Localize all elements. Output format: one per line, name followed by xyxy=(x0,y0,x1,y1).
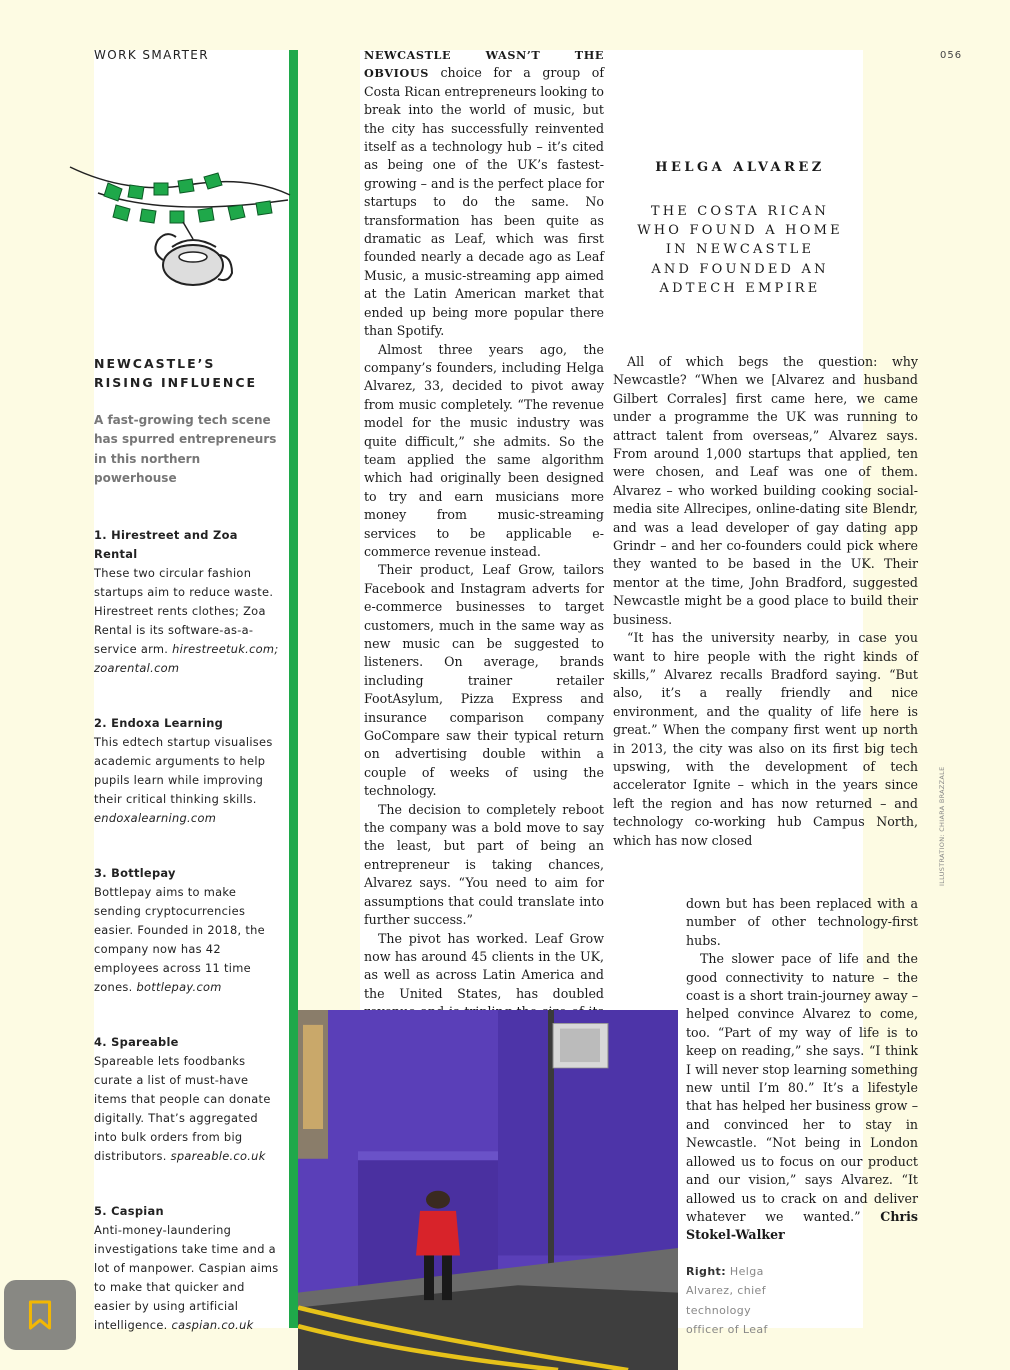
item-name: 1. Hirestreet and Zoa Rental xyxy=(94,528,238,562)
photo-caption xyxy=(686,1262,776,1339)
item-name: 4. Spareable xyxy=(94,1035,179,1050)
article-paragraph: All of which begs the question: why Newcastle? “When we [Alvarez and husband Gilbert Corrales] first came here, we came under a programme the UK was running to attract talent from overseas,” Alvarez says. From around 1,000 startups that applied, ten were chosen, and Leaf was one of them. Alvarez – who worked building cooking social-media site Allrecipes, online-dating site Blendr, and was a lead developer of gay dating app Grindr – and her co-founders could pick where they wanted to be based in the UK. Their mentor at the time, John Bradford, suggested Newcastle might be a good place to build their business. xyxy=(613,354,918,627)
article-paragraph xyxy=(364,46,604,341)
article-column-2-continued xyxy=(686,895,918,1245)
pull-quote-text: THE COSTA RICAN WHO FOUND A HOME IN NEWCASTLE AND FOUNDED AN ADTECH EMPIRE xyxy=(637,204,843,296)
section-label: WORK SMARTER xyxy=(94,48,210,62)
article-paragraph: “It has the university nearby, in case you want to hire people with the right kinds of skills,” Alvarez recalls Bradford saying. “But also, it’s a really friendly and nice environment, and the quality of life here is great.” When the company first went up north in 2013, the city was also on its first big tech upswing, with the development of tech accelerator Ignite – which in the years since left the region and has now returned – and technology co-working hub Campus North, which has now closed xyxy=(613,630,918,848)
item-text: Bottlepay aims to make sending cryptocurrencies easier. Founded in 2018, the company now has 42 employees across 11 time zones. xyxy=(94,885,265,995)
credit-text: ILLUSTRATION: CHIARA BRAZZALE xyxy=(938,766,946,886)
item-url[interactable]: hirestreetuk.com; zoarental.com xyxy=(94,642,279,676)
kettle-icon xyxy=(155,222,232,285)
article-paragraph: The pivot has worked. Leaf Grow now has around 45 clients in the UK, as well as across Latin America and the United States, has doubled xyxy=(364,930,604,1001)
item-text: Anti-money-laundering investigations take time and a lot of manpower. Caspian aims to make that quicker and easier by using artificial intelligence. xyxy=(94,1223,279,1333)
bookmark-icon xyxy=(27,1299,53,1331)
article-paragraph: Their product, Leaf Grow, tailors Facebook and Instagram adverts for e-commerce businesses to target customers, much in the same way as new music can be suggested to listeners. On average, brands including trainer retailer FootAsylum, Pizza Express and insurance comparison company GoCompare saw their typical return on advertising double within a couple of weeks of using the technology. xyxy=(364,562,604,799)
list-item xyxy=(94,1033,284,1166)
item-text: Spareable lets foodbanks curate a list of must-have items that people can donate digitally. That’s aggregated into bulk orders from big distributors. xyxy=(94,1054,271,1164)
portrait-photo xyxy=(298,1010,678,1370)
item-name: 3. Bottlepay xyxy=(94,866,176,881)
sidebar-title: NEWCASTLE’S RISING INFLUENCE xyxy=(94,356,258,390)
article-paragraph: down but has been replaced with a number of other technology-first hubs. xyxy=(686,896,918,948)
bunting-illustration xyxy=(68,155,293,300)
list-item xyxy=(94,864,284,997)
paragraph-text: The slower pace of life and the good connectivity to nature – the coast is a short train-journey away – helped convince Alvarez to come, too. “Part of my way of life is to keep on reading,” she says. “I think I will never stop learning something new until I’m 80.” It’s a lifestyle that has helped her business grow – and convinced her to stay in Newcastle. “Not being in London allowed us to focus on our product and our vision,” says Alvarez. “It allowed us to crack on and deliver whatever we wanted.” xyxy=(686,951,918,1224)
caption-label: Right: xyxy=(686,1265,727,1278)
byline: Chris Stokel-Walker xyxy=(686,1208,918,1243)
caption-text: Helga Alvarez, chief technology officer of Leaf xyxy=(686,1265,768,1336)
pull-quote-name: HELGA ALVAREZ xyxy=(655,160,825,175)
item-text: These two circular fashion startups aim to reduce waste. Hirestreet rents clothes; Zoa Rental is its software-as-a-service arm. xyxy=(94,566,274,657)
pull-quote xyxy=(620,160,860,298)
page-number: 056 xyxy=(940,50,963,61)
item-name: 2. Endoxa Learning xyxy=(94,716,224,731)
article-column-2 xyxy=(613,353,918,850)
item-url[interactable]: bottlepay.com xyxy=(136,980,222,995)
article-lead: NEWCASTLE WASN’T THE OBVIOUS xyxy=(364,48,604,81)
article-column-1 xyxy=(364,46,604,1095)
sidebar-intro: A fast-growing tech scene has spurred entrepreneurs in this northern powerhouse xyxy=(94,413,277,485)
item-text: This edtech startup visualises academic arguments to help pupils learn while improving their critical thinking skills. xyxy=(94,735,273,807)
item-url[interactable]: spareable.co.uk xyxy=(170,1149,266,1164)
article-paragraph xyxy=(686,950,918,1245)
list-item xyxy=(94,714,284,828)
paragraph-text: choice for a group of Costa Rican entrepreneurs looking to break into the world of music, but the city has successfully reinvented itself as a technology hub – it’s cited as being one of the UK’s fastest-growing – and is the perfect place for startups to do the same. No transformation has been quite as dramatic as Leaf, which was first founded nearly a decade ago as Leaf Music, a music-streaming app aimed at the Latin American market that ended up being more popular there than Spotify. xyxy=(364,65,604,339)
list-item xyxy=(94,1202,284,1335)
illustration-credit xyxy=(938,766,948,886)
article-paragraph: Almost three years ago, the company’s founders, including Helga Alvarez, 33, decided to pivot away from music completely. “The revenue model for the music industry was quite difficult,” she admits. So the team applied the same algorithm which had originally been designed to try and earn musicians more money from music-streaming services to be applicable e-commerce revenue instead. xyxy=(364,341,604,559)
bookmark-button[interactable] xyxy=(4,1280,76,1350)
list-item xyxy=(94,526,284,678)
item-url[interactable]: caspian.co.uk xyxy=(171,1318,254,1333)
item-name: 5. Caspian xyxy=(94,1204,164,1219)
sidebar-list xyxy=(94,354,284,1335)
article-paragraph: The decision to completely reboot the company was a bold move to say the least, but part of being an entrepreneur is taking chances, Alvarez says. “You need to aim for assumptions that could translate into further success.” xyxy=(364,801,604,928)
item-url[interactable]: endoxalearning.com xyxy=(94,811,217,826)
